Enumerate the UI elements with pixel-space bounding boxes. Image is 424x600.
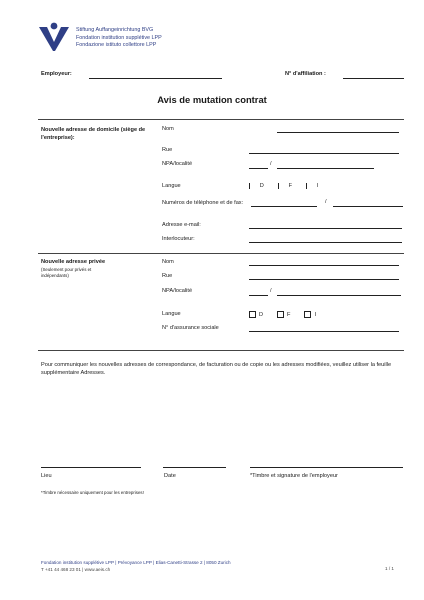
domicile-language-options bbox=[249, 183, 332, 189]
domicile-lang-d[interactable]: D bbox=[259, 183, 264, 189]
private-npa-label: NPA/localité bbox=[162, 288, 193, 294]
private-lang-i[interactable]: I bbox=[304, 311, 316, 318]
private-lang-f[interactable]: F bbox=[277, 311, 290, 318]
stamp-note: *Timbre nécessaire uniquement pour les entreprises! bbox=[41, 490, 144, 495]
place-label: Lieu bbox=[41, 473, 52, 479]
domicile-npa-label: NPA/localité bbox=[162, 161, 193, 167]
private-npa-field[interactable] bbox=[249, 295, 268, 296]
domicile-email-field[interactable] bbox=[249, 228, 402, 229]
domicile-fax-field[interactable] bbox=[333, 206, 403, 207]
foundation-logo-icon bbox=[37, 22, 71, 52]
domicile-npa-field[interactable] bbox=[249, 168, 268, 169]
org-name-de: Stiftung Auffangeinrichtung BVG bbox=[76, 27, 154, 33]
place-field[interactable] bbox=[41, 467, 141, 468]
private-name-field[interactable] bbox=[249, 265, 399, 266]
domicile-email-label: Adresse e-mail: bbox=[162, 222, 201, 228]
footer bbox=[41, 560, 231, 573]
org-name-it: Fondazione istituto collettore LPP bbox=[76, 42, 157, 49]
affiliation-field[interactable] bbox=[343, 78, 404, 79]
domicile-name-label: Nom bbox=[162, 126, 174, 132]
private-avs-label: N° d'assurance sociale bbox=[162, 325, 219, 331]
private-name-label: Nom bbox=[162, 259, 174, 265]
domicile-lang-f[interactable]: F bbox=[288, 183, 293, 189]
domicile-name-field[interactable] bbox=[277, 132, 399, 133]
domicile-lang-i[interactable]: I bbox=[316, 183, 319, 189]
domicile-contact-field[interactable] bbox=[249, 242, 402, 243]
page-title: Avis de mutation contrat bbox=[157, 94, 267, 105]
private-heading: Nouvelle adresse privée bbox=[41, 259, 106, 265]
private-street-label: Rue bbox=[162, 273, 173, 279]
organization-names bbox=[76, 27, 162, 50]
affiliation-label: N° d'affiliation : bbox=[285, 71, 326, 77]
domicile-street-label: Rue bbox=[162, 147, 173, 153]
domicile-phone-label: Numéros de téléphone et de fax: bbox=[162, 200, 244, 206]
signature-field[interactable] bbox=[250, 467, 403, 468]
page-number: 1 / 1 bbox=[385, 566, 394, 571]
section-divider bbox=[38, 350, 404, 351]
domicile-language-label: Langue bbox=[162, 183, 181, 189]
private-language-options bbox=[249, 311, 330, 318]
org-name-fr: Fondation institution supplétive LPP bbox=[76, 34, 162, 41]
checkbox-icon[interactable] bbox=[249, 311, 256, 318]
date-label: Date bbox=[164, 473, 176, 479]
footer-address: Fondation institution supplétive LPP | Prévoyance LPP | Elias-Canetti-Strasse 2 | 8050 Zurich bbox=[41, 560, 231, 565]
footer-contact: T +41 44 468 23 01 | www.aeis.ch bbox=[41, 566, 111, 572]
private-note: (Seulement pour privés et indépendants) bbox=[41, 267, 92, 278]
private-lang-d[interactable]: D bbox=[249, 311, 263, 318]
private-avs-field[interactable] bbox=[249, 331, 399, 332]
private-street-field[interactable] bbox=[249, 279, 399, 280]
employer-field[interactable] bbox=[89, 78, 222, 79]
instructions-paragraph: Pour communiquer les nouvelles adresses de correspondance, de facturation ou de copie ou les adresses modifiées, veuillez utiliser la feuille supplémentaire Adresses. bbox=[41, 362, 392, 377]
date-field[interactable] bbox=[163, 467, 226, 468]
checkbox-icon[interactable] bbox=[304, 311, 311, 318]
private-city-field[interactable] bbox=[277, 295, 401, 296]
section-divider bbox=[38, 119, 404, 120]
domicile-city-field[interactable] bbox=[277, 168, 374, 169]
domicile-heading: Nouvelle adresse de domicile (siège de l'entreprise): bbox=[41, 127, 146, 141]
domicile-npa-slash: / bbox=[270, 161, 272, 167]
employer-label: Employeur: bbox=[41, 71, 72, 77]
domicile-phone-slash: / bbox=[325, 199, 327, 205]
private-language-label: Langue bbox=[162, 311, 181, 317]
section-divider bbox=[38, 253, 404, 254]
private-npa-slash: / bbox=[270, 288, 272, 294]
domicile-contact-label: Interlocuteur: bbox=[162, 236, 195, 242]
stamp-label: *Timbre et signature de l'employeur bbox=[250, 473, 338, 479]
domicile-phone-field[interactable] bbox=[251, 206, 317, 207]
checkbox-icon[interactable] bbox=[277, 311, 284, 318]
domicile-street-field[interactable] bbox=[249, 153, 399, 154]
